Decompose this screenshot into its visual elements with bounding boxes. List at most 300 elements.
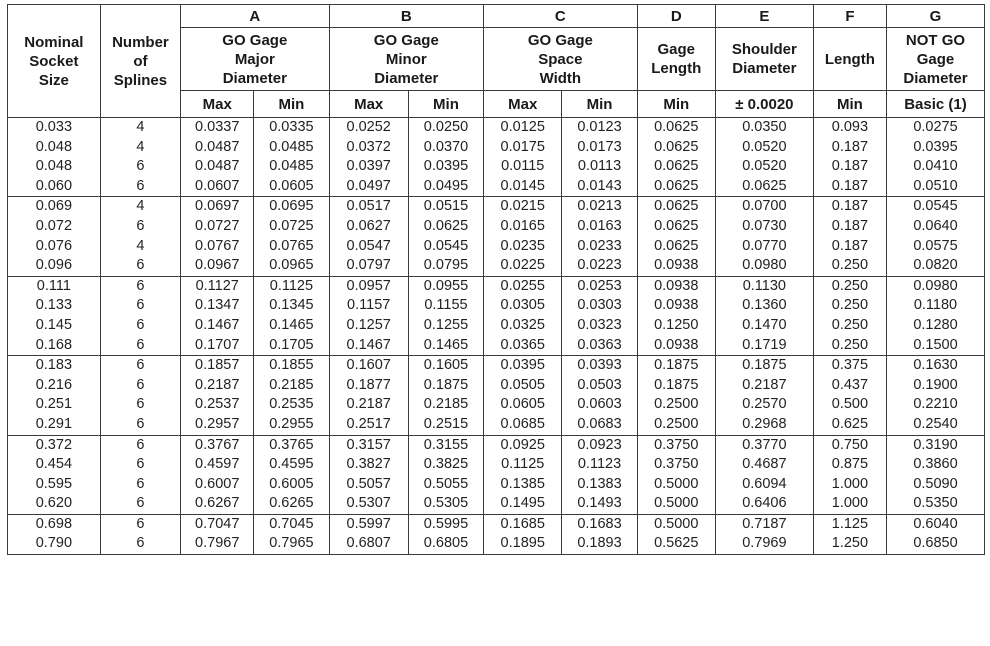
value-nominal-size: 0.454: [35, 456, 73, 473]
column-letter-e: E: [715, 5, 813, 28]
value-e-shoulder-diameter: 0.1875: [742, 357, 787, 374]
value-e-shoulder-diameter: 0.4687: [742, 456, 787, 473]
value-b-max: 0.0372: [346, 138, 391, 155]
value-g-not-go-diameter: 0.1500: [913, 336, 958, 353]
value-b-max: 0.0797: [346, 257, 391, 274]
value-c-max: 0.1895: [500, 535, 545, 552]
value-e-shoulder-diameter: 0.0980: [742, 257, 787, 274]
value-a-max: 0.6267: [195, 495, 240, 512]
value-c-max: 0.0235: [500, 237, 545, 254]
value-g-not-go-diameter: 0.3860: [913, 456, 958, 473]
cell-c-min: [562, 356, 637, 435]
number-of-splines-line: Number: [112, 33, 169, 51]
value-a-max: 0.4597: [195, 456, 240, 473]
value-e-shoulder-diameter: 0.1470: [742, 316, 787, 333]
value-b-min: 0.0250: [423, 119, 469, 135]
cell-c-min: [562, 197, 637, 276]
value-c-min: 0.0123: [577, 119, 622, 135]
number-of-splines-line: of: [133, 52, 148, 70]
cell-a-max: [181, 514, 254, 554]
cell-d-gage-length: [637, 514, 715, 554]
value-nominal-size: 0.072: [35, 217, 73, 234]
value-c-max: 0.0225: [500, 257, 545, 274]
value-splines: 6: [136, 475, 145, 492]
cell-f-length: [813, 435, 886, 514]
value-c-max: 0.0305: [500, 297, 545, 314]
value-c-min: 0.0923: [577, 436, 622, 453]
value-e-shoulder-diameter: 0.7969: [742, 535, 787, 552]
value-e-shoulder-diameter: 0.0700: [742, 198, 787, 215]
cell-b-max: [329, 356, 408, 435]
cell-a-min: [254, 118, 329, 197]
value-a-max: 0.2957: [195, 415, 240, 432]
nominal-socket-size-line: Size: [38, 71, 69, 89]
max-header-b: Max: [329, 91, 408, 118]
table-row-group: [8, 118, 985, 197]
group-description-line: Width: [539, 69, 582, 87]
limit-header-e: ± 0.0020: [715, 91, 813, 118]
value-d-gage-length: 0.0625: [654, 198, 699, 215]
cell-e-shoulder-diameter: [715, 118, 813, 197]
value-splines: 6: [136, 436, 145, 453]
cell-c-max: [484, 276, 562, 355]
value-a-max: 0.0967: [195, 257, 240, 274]
value-f-length: 0.187: [831, 217, 869, 234]
value-b-min: 0.3825: [423, 456, 469, 473]
value-c-min: 0.0303: [577, 297, 622, 314]
value-d-gage-length: 0.0625: [654, 119, 699, 135]
cell-a-max: [181, 356, 254, 435]
value-c-min: 0.1893: [577, 535, 622, 552]
cell-d-gage-length: [637, 356, 715, 435]
value-nominal-size: 0.620: [35, 495, 73, 512]
value-a-max: 0.3767: [195, 436, 240, 453]
value-f-length: 0.187: [831, 158, 869, 175]
cell-a-min: [254, 435, 329, 514]
value-d-gage-length: 0.3750: [654, 456, 699, 473]
value-g-not-go-diameter: 0.0980: [913, 277, 958, 294]
value-d-gage-length: 0.5625: [654, 535, 699, 552]
value-c-min: 0.1683: [577, 515, 622, 532]
nominal-socket-size-line: Nominal: [24, 33, 84, 51]
value-c-min: 0.1383: [577, 475, 622, 492]
value-nominal-size: 0.069: [35, 198, 73, 215]
cell-g-not-go-diameter: [886, 435, 984, 514]
cell-f-length: [813, 356, 886, 435]
cell-e-shoulder-diameter: [715, 356, 813, 435]
value-splines: 6: [136, 277, 145, 294]
group-description-line: GO Gage: [527, 31, 593, 49]
value-splines: 6: [136, 515, 145, 532]
cell-c-max: [484, 356, 562, 435]
value-c-min: 0.0603: [577, 396, 622, 413]
value-d-gage-length: 0.0625: [654, 177, 699, 194]
value-b-max: 0.6807: [346, 535, 391, 552]
value-a-min: 0.0485: [269, 138, 314, 155]
value-f-length: 0.250: [831, 277, 869, 294]
value-a-min: 0.7045: [269, 515, 314, 532]
value-g-not-go-diameter: 0.3190: [913, 436, 958, 453]
value-b-min: 0.0545: [423, 237, 469, 254]
value-a-max: 0.2187: [195, 376, 240, 393]
value-a-min: 0.0965: [269, 257, 314, 274]
value-b-min: 0.0955: [423, 277, 469, 294]
value-b-max: 0.5997: [346, 515, 391, 532]
value-c-min: 0.0223: [577, 257, 622, 274]
cell-nominal-size: [8, 514, 101, 554]
value-c-max: 0.0165: [500, 217, 545, 234]
cell-splines: [100, 435, 180, 514]
column-description-line: Gage: [657, 41, 696, 58]
group-description-line: Diameter: [374, 69, 439, 87]
value-d-gage-length: 0.5000: [654, 475, 699, 492]
value-a-min: 0.1125: [269, 277, 314, 294]
table-body: [8, 118, 985, 555]
value-f-length: 0.250: [831, 336, 869, 353]
cell-a-min: [254, 356, 329, 435]
value-a-max: 0.1347: [195, 297, 240, 314]
value-c-min: 0.0213: [577, 198, 622, 215]
cell-e-shoulder-diameter: [715, 514, 813, 554]
value-b-min: 0.0395: [423, 158, 469, 175]
value-a-min: 0.1345: [269, 297, 314, 314]
value-f-length: 1.000: [831, 475, 869, 492]
value-f-length: 0.250: [831, 297, 869, 314]
value-c-max: 0.0365: [500, 336, 545, 353]
value-nominal-size: 0.111: [36, 277, 71, 294]
cell-a-min: [254, 197, 329, 276]
value-f-length: 0.375: [831, 357, 869, 374]
value-b-max: 0.0957: [346, 277, 391, 294]
value-c-max: 0.1685: [500, 515, 545, 532]
value-c-min: 0.0363: [577, 336, 622, 353]
value-b-min: 0.0515: [423, 198, 469, 215]
value-splines: 6: [136, 217, 145, 234]
value-g-not-go-diameter: 0.1280: [913, 316, 958, 333]
cell-splines: [100, 118, 180, 197]
value-c-max: 0.0125: [500, 119, 545, 135]
value-nominal-size: 0.076: [35, 237, 73, 254]
value-c-max: 0.0505: [500, 376, 545, 393]
value-f-length: 0.250: [831, 316, 869, 333]
value-splines: 4: [136, 138, 145, 155]
column-letter-d: D: [637, 5, 715, 28]
group-description-b: [329, 28, 484, 91]
cell-f-length: [813, 514, 886, 554]
value-splines: 6: [136, 336, 145, 353]
value-b-min: 0.1255: [423, 316, 469, 333]
cell-g-not-go-diameter: [886, 118, 984, 197]
value-a-max: 0.1127: [195, 277, 239, 294]
value-b-max: 0.0627: [346, 217, 391, 234]
value-d-gage-length: 0.2500: [654, 415, 699, 432]
value-a-min: 0.0695: [269, 198, 314, 215]
value-b-min: 0.5995: [423, 515, 469, 532]
value-g-not-go-diameter: 0.2540: [913, 415, 958, 432]
value-a-max: 0.0697: [195, 198, 240, 215]
value-nominal-size: 0.060: [35, 177, 73, 194]
value-nominal-size: 0.048: [35, 138, 73, 155]
cell-b-min: [408, 356, 483, 435]
value-e-shoulder-diameter: 0.6406: [742, 495, 787, 512]
value-c-max: 0.0175: [500, 138, 545, 155]
limit-header-f: Min: [813, 91, 886, 118]
value-d-gage-length: 0.0938: [654, 277, 699, 294]
value-b-max: 0.1257: [346, 316, 391, 333]
value-e-shoulder-diameter: 0.3770: [742, 436, 787, 453]
value-c-max: 0.0395: [500, 357, 545, 374]
cell-g-not-go-diameter: [886, 514, 984, 554]
value-splines: 6: [136, 495, 145, 512]
min-header-b: Min: [408, 91, 483, 118]
value-d-gage-length: 0.1875: [654, 357, 699, 374]
value-a-max: 0.2537: [195, 396, 240, 413]
value-b-min: 0.0495: [423, 177, 469, 194]
value-d-gage-length: 0.0938: [654, 297, 699, 314]
cell-nominal-size: [8, 197, 101, 276]
table-row-group: [8, 276, 985, 355]
cell-splines: [100, 356, 180, 435]
value-b-min: 0.1465: [423, 336, 469, 353]
value-c-max: 0.0925: [500, 436, 545, 453]
value-f-length: 1.000: [831, 495, 869, 512]
value-f-length: 0.093: [831, 119, 869, 135]
value-d-gage-length: 0.0938: [654, 336, 699, 353]
value-splines: 6: [136, 177, 145, 194]
cell-b-max: [329, 276, 408, 355]
value-e-shoulder-diameter: 0.0350: [742, 119, 787, 135]
cell-f-length: [813, 276, 886, 355]
group-description-line: Minor: [385, 50, 427, 68]
table-header: [8, 5, 985, 118]
number-of-splines-line: Splines: [113, 71, 168, 89]
column-description-line: Length: [651, 60, 702, 77]
column-description-line: Length: [824, 50, 875, 68]
column-description-line: Gage: [916, 50, 955, 68]
value-f-length: 0.187: [831, 138, 869, 155]
cell-f-length: [813, 197, 886, 276]
value-c-max: 0.1385: [500, 475, 545, 492]
cell-c-max: [484, 514, 562, 554]
value-nominal-size: 0.183: [35, 357, 73, 374]
value-c-min: 0.0113: [577, 158, 622, 175]
cell-g-not-go-diameter: [886, 276, 984, 355]
nominal-socket-size-line: Socket: [29, 52, 79, 70]
value-nominal-size: 0.033: [35, 119, 73, 135]
value-b-min: 0.1875: [423, 376, 469, 393]
group-description-c: [484, 28, 638, 91]
value-e-shoulder-diameter: 0.1130: [742, 277, 786, 294]
value-f-length: 1.250: [831, 535, 869, 552]
cell-c-max: [484, 197, 562, 276]
cell-d-gage-length: [637, 197, 715, 276]
value-e-shoulder-diameter: 0.7187: [742, 515, 787, 532]
value-e-shoulder-diameter: 0.1360: [742, 297, 787, 314]
value-c-min: 0.0683: [577, 415, 622, 432]
value-c-min: 0.0323: [577, 316, 622, 333]
value-b-max: 0.2187: [346, 396, 391, 413]
min-header-c: Min: [562, 91, 637, 118]
value-d-gage-length: 0.0625: [654, 158, 699, 175]
value-d-gage-length: 0.0625: [654, 138, 699, 155]
value-e-shoulder-diameter: 0.1719: [742, 336, 787, 353]
value-d-gage-length: 0.1250: [654, 316, 699, 333]
value-f-length: 0.437: [831, 376, 869, 393]
value-c-max: 0.0605: [500, 396, 545, 413]
number-of-splines-header: [100, 5, 180, 118]
value-a-min: 0.0725: [269, 217, 314, 234]
value-splines: 4: [136, 119, 145, 135]
cell-c-min: [562, 118, 637, 197]
cell-e-shoulder-diameter: [715, 435, 813, 514]
value-nominal-size: 0.096: [35, 257, 73, 274]
column-description-d: [637, 28, 715, 91]
group-letter-c: C: [484, 5, 638, 28]
value-a-max: 0.7967: [195, 535, 240, 552]
value-c-min: 0.0233: [577, 237, 622, 254]
value-b-max: 0.1607: [346, 357, 391, 374]
cell-c-min: [562, 514, 637, 554]
value-d-gage-length: 0.0938: [654, 257, 699, 274]
cell-a-max: [181, 276, 254, 355]
value-e-shoulder-diameter: 0.0625: [742, 177, 787, 194]
value-b-max: 0.2517: [346, 415, 391, 432]
column-description-line: Diameter: [732, 60, 797, 77]
value-b-min: 0.0370: [423, 138, 469, 155]
value-b-max: 0.1467: [346, 336, 391, 353]
cell-b-min: [408, 514, 483, 554]
value-g-not-go-diameter: 0.5350: [913, 495, 958, 512]
value-a-min: 0.4595: [269, 456, 314, 473]
cell-b-min: [408, 435, 483, 514]
value-f-length: 1.125: [831, 515, 869, 532]
value-a-min: 0.0765: [269, 237, 314, 254]
value-a-min: 0.6265: [269, 495, 314, 512]
limit-header-g: Basic (1): [886, 91, 984, 118]
value-a-max: 0.0487: [195, 158, 240, 175]
value-c-max: 0.0685: [500, 415, 545, 432]
value-a-min: 0.6005: [269, 475, 314, 492]
value-splines: 6: [136, 396, 145, 413]
value-d-gage-length: 0.3750: [654, 436, 699, 453]
value-b-max: 0.5307: [346, 495, 391, 512]
value-g-not-go-diameter: 0.0640: [913, 217, 958, 234]
value-g-not-go-diameter: 0.0575: [913, 237, 958, 254]
value-c-min: 0.0143: [577, 177, 622, 194]
value-g-not-go-diameter: 0.6850: [913, 535, 958, 552]
value-b-max: 0.3157: [346, 436, 391, 453]
value-b-max: 0.5057: [346, 475, 391, 492]
value-splines: 6: [136, 257, 145, 274]
cell-d-gage-length: [637, 118, 715, 197]
value-c-min: 0.0163: [577, 217, 622, 234]
value-splines: 6: [136, 415, 145, 432]
value-b-min: 0.0625: [423, 217, 469, 234]
value-b-min: 0.1605: [423, 357, 469, 374]
value-nominal-size: 0.168: [35, 336, 73, 353]
value-a-max: 0.6007: [195, 475, 240, 492]
value-g-not-go-diameter: 0.2210: [913, 396, 958, 413]
value-e-shoulder-diameter: 0.2187: [742, 376, 787, 393]
value-d-gage-length: 0.1875: [654, 376, 699, 393]
limit-header-d: Min: [637, 91, 715, 118]
value-e-shoulder-diameter: 0.2570: [742, 396, 787, 413]
cell-a-max: [181, 435, 254, 514]
value-g-not-go-diameter: 0.0545: [913, 198, 958, 215]
cell-nominal-size: [8, 435, 101, 514]
value-d-gage-length: 0.0625: [654, 217, 699, 234]
cell-b-max: [329, 514, 408, 554]
value-a-min: 0.2955: [269, 415, 314, 432]
cell-b-min: [408, 276, 483, 355]
value-a-max: 0.0727: [195, 217, 240, 234]
value-a-max: 0.1857: [195, 357, 240, 374]
column-description-line: NOT GO: [905, 31, 966, 49]
value-g-not-go-diameter: 0.1180: [913, 297, 958, 314]
cell-a-max: [181, 197, 254, 276]
value-c-max: 0.0115: [501, 158, 545, 175]
value-d-gage-length: 0.5000: [654, 515, 699, 532]
group-letter-b: B: [329, 5, 484, 28]
value-c-min: 0.0503: [577, 376, 622, 393]
value-d-gage-length: 0.2500: [654, 396, 699, 413]
value-f-length: 0.187: [831, 237, 869, 254]
value-b-min: 0.2515: [423, 415, 469, 432]
cell-b-min: [408, 197, 483, 276]
group-description-line: Diameter: [222, 69, 287, 87]
value-b-min: 0.0795: [423, 257, 469, 274]
column-letter-g: G: [886, 5, 984, 28]
value-g-not-go-diameter: 0.6040: [913, 515, 958, 532]
cell-f-length: [813, 118, 886, 197]
value-splines: 6: [136, 376, 145, 393]
value-e-shoulder-diameter: 0.0520: [742, 138, 787, 155]
value-a-min: 0.7965: [269, 535, 314, 552]
value-a-max: 0.0607: [195, 177, 240, 194]
value-splines: 6: [136, 357, 145, 374]
value-a-min: 0.3765: [269, 436, 314, 453]
value-c-min: 0.1493: [577, 495, 622, 512]
group-description-line: Major: [234, 50, 275, 68]
table-row-group: [8, 514, 985, 554]
value-g-not-go-diameter: 0.0275: [913, 119, 958, 135]
cell-a-min: [254, 276, 329, 355]
value-b-max: 0.0397: [346, 158, 391, 175]
value-b-max: 0.3827: [346, 456, 391, 473]
value-a-min: 0.0485: [269, 158, 314, 175]
cell-b-min: [408, 118, 483, 197]
value-g-not-go-diameter: 0.0410: [913, 158, 958, 175]
value-b-max: 0.0252: [346, 119, 391, 135]
value-b-max: 0.1157: [347, 297, 391, 314]
cell-b-max: [329, 435, 408, 514]
column-description-g: [886, 28, 984, 91]
column-description-line: Shoulder: [731, 41, 797, 58]
cell-nominal-size: [8, 356, 101, 435]
value-a-max: 0.1467: [195, 316, 240, 333]
spline-gage-table-container: [7, 4, 985, 555]
max-header-c: Max: [484, 91, 562, 118]
column-description-line: Diameter: [903, 69, 968, 87]
value-splines: 6: [136, 158, 145, 175]
cell-b-max: [329, 118, 408, 197]
cell-c-min: [562, 276, 637, 355]
value-splines: 4: [136, 198, 145, 215]
value-a-min: 0.2185: [269, 376, 314, 393]
value-a-min: 0.0335: [269, 119, 314, 135]
cell-nominal-size: [8, 276, 101, 355]
value-b-min: 0.6805: [423, 535, 469, 552]
